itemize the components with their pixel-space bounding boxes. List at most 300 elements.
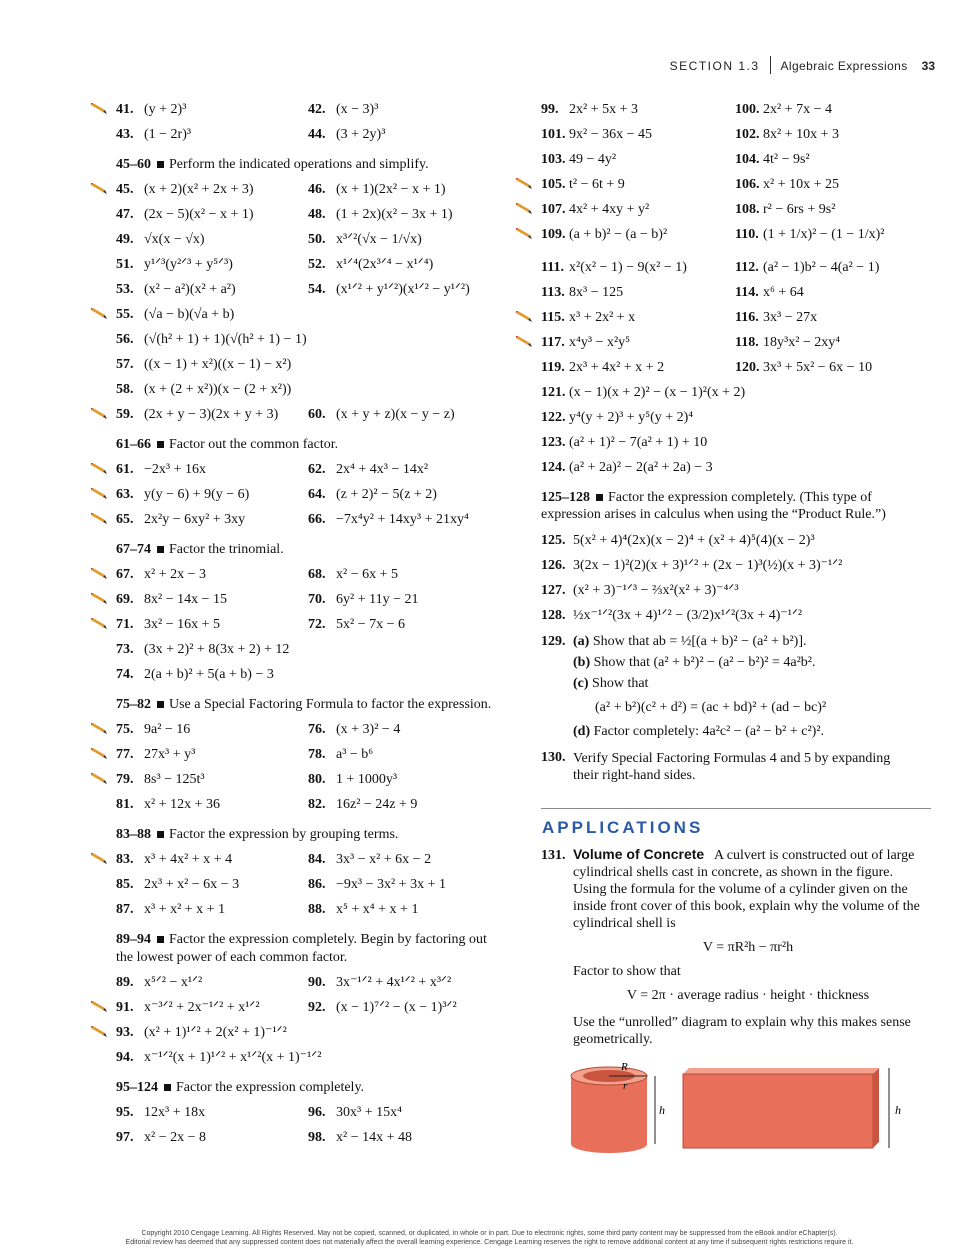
range-label: 67–74 (116, 542, 151, 557)
pencil-icon (90, 463, 110, 475)
exercise-expression: 3x³ + 5x² − 6x − 10 (763, 360, 873, 375)
exercise-row (515, 581, 935, 606)
exercise-number: 43. (116, 127, 134, 142)
left-column (90, 100, 510, 1153)
pencil-icon (515, 228, 535, 240)
exercise-number: 79. (116, 772, 134, 787)
footer-line-1: Copyright 2010 Cengage Learning. All Rights Reserved. May not be copied, scanned, or duplicated, in whole or in part. Due to electronic rights, some third party content may be suppressed from the eBook and/or eChapter(s). (141, 1230, 838, 1237)
exercise-number: 117. (541, 335, 565, 350)
exercise-row (90, 205, 510, 230)
exercise-expression: 8x³ − 125 (569, 285, 624, 300)
exercise-expression: r² − 6rs + 9s² (763, 202, 836, 217)
exercise-row (515, 258, 935, 283)
exercise-expression: x¹ᐟ⁴(2x³ᐟ⁴ − x¹ᐟ⁴) (336, 257, 434, 272)
exercise-number: 66. (308, 512, 326, 527)
height-label-cylinder: h (659, 1103, 665, 1117)
outer-radius-label: R (621, 1061, 628, 1073)
exercise-131 (515, 846, 935, 1048)
exercise-129 (515, 631, 935, 742)
exercise-expression: x⁵ + x⁴ + x + 1 (336, 902, 419, 917)
exercise-number: 92. (308, 1000, 326, 1015)
exercise-row (90, 745, 510, 770)
exercise-expression: ½x⁻¹ᐟ²(3x + 4)¹ᐟ² − (3/2)x¹ᐟ²(3x + 4)⁻¹ᐟ² (573, 608, 803, 623)
exercise-number: 58. (116, 382, 134, 397)
exercise-expression: 9a² − 16 (144, 722, 191, 737)
exercise-number: 54. (308, 282, 326, 297)
exercise-expression: (3x + 2)² + 8(3x + 2) + 12 (144, 642, 290, 657)
exercise-number: 131. (541, 848, 566, 863)
exercise-expression: x² + 12x + 36 (144, 797, 220, 812)
exercise-number: 73. (116, 642, 134, 657)
exercise-expression: 2x³ + x² − 6x − 3 (144, 877, 240, 892)
exercise-expression: 16z² − 24z + 9 (336, 797, 418, 812)
exercise-expression: (x² + 3)⁻¹ᐟ³ − ⅔x²(x² + 3)⁻⁴ᐟ³ (573, 583, 739, 598)
exercise-number: 109. (541, 227, 566, 242)
exercise-number: 101. (541, 127, 566, 142)
exercise-number: 42. (308, 102, 326, 117)
exercise-expression: x⁶ + 64 (763, 285, 804, 300)
pencil-icon (90, 488, 110, 500)
exercise-expression: 5(x² + 4)⁴(2x)(x − 2)⁴ + (x² + 4)⁵(4)(x − 2)³ (573, 533, 815, 548)
pencil-icon (515, 203, 535, 215)
exercise-number: 114. (735, 285, 759, 300)
exercise-number: 118. (735, 335, 759, 350)
exercise-row (90, 280, 510, 305)
exercise-row (515, 100, 935, 125)
exercise-row (515, 358, 935, 383)
exercise-row (515, 283, 935, 308)
exercise-expression: (√(h² + 1) + 1)(√(h² + 1) − 1) (144, 332, 307, 347)
exercise-row (515, 458, 935, 483)
exercise-expression: 2x² + 7x − 4 (763, 102, 832, 117)
range-label: 45–60 (116, 157, 151, 172)
unrolled-slab (683, 1068, 889, 1148)
exercise-number: 52. (308, 257, 326, 272)
exercise-number: 68. (308, 567, 326, 582)
exercise-row (515, 333, 935, 358)
height-label-slab: h (895, 1103, 901, 1117)
exercise-row (90, 1023, 510, 1048)
footer-line-2: Editorial review has deemed that any suppressed content does not materially affect the overall learning experience. Cengage Learning reserves the right to remove additional content at any time if subsequent rights restrictions require it. (125, 1239, 854, 1246)
exercise-expression: 3x⁻¹ᐟ² + 4x¹ᐟ² + x³ᐟ² (336, 975, 452, 990)
exercise-row (515, 383, 935, 408)
section-instruction (116, 696, 506, 714)
exercise-number: 57. (116, 357, 134, 372)
range-label: 61–66 (116, 437, 151, 452)
right-column (515, 100, 935, 1117)
exercise-row (515, 200, 935, 225)
exercise-number: 88. (308, 902, 326, 917)
exercise-number: 81. (116, 797, 134, 812)
part-label: (a) (573, 634, 590, 649)
exercise-row (90, 900, 510, 925)
exercise-expression: 3(2x − 1)²(2)(x + 3)¹ᐟ² + (2x − 1)³(½)(x + 3)⁻¹ᐟ² (573, 558, 843, 573)
exercise-row (90, 640, 510, 665)
exercise-number: 120. (735, 360, 760, 375)
exercise-expression: (a² − 1)b² − 4(a² − 1) (763, 260, 880, 275)
exercise-row (90, 405, 510, 430)
exercise-number: 53. (116, 282, 134, 297)
exercise-number: 86. (308, 877, 326, 892)
exercise-expression: 2(a + b)² + 5(a + b) − 3 (144, 667, 274, 682)
exercise-expression: 1 + 1000y³ (336, 772, 398, 787)
square-bullet-icon (157, 441, 164, 448)
exercise-number: 87. (116, 902, 134, 917)
exercise-number: 110. (735, 227, 759, 242)
exercise-number: 112. (735, 260, 759, 275)
volume-equation: V = πR²h − πr²h (702, 940, 794, 955)
exercise-expression: x⁴y³ − x²y⁵ (569, 335, 631, 350)
exercise-expression: (x − 3)³ (336, 102, 379, 117)
exercise-number: 80. (308, 772, 326, 787)
applications-divider (541, 808, 931, 809)
exercise-expression: 6y² + 11y − 21 (336, 592, 419, 607)
instruction-text: Factor the expression completely. (176, 1080, 365, 1095)
exercise-number: 77. (116, 747, 134, 762)
exercise-row (515, 125, 935, 150)
exercise-number: 78. (308, 747, 326, 762)
problem-title: Volume of Concrete (573, 846, 705, 862)
pencil-icon (90, 773, 110, 785)
pencil-icon (90, 308, 110, 320)
exercise-number: 129. (541, 634, 566, 649)
copyright-footer (0, 1229, 979, 1247)
exercise-expression: 8s³ − 125t³ (144, 772, 205, 787)
square-bullet-icon (164, 1084, 171, 1091)
exercise-row (515, 150, 935, 175)
exercise-row (90, 485, 510, 510)
exercise-number: 76. (308, 722, 326, 737)
inner-radius-label: r (623, 1080, 628, 1092)
exercise-number: 45. (116, 182, 134, 197)
exercise-number: 70. (308, 592, 326, 607)
exercise-expression: x³ + 4x² + x + 4 (144, 852, 233, 867)
exercise-expression: (x² − a²)(x² + a²) (144, 282, 236, 297)
square-bullet-icon (157, 831, 164, 838)
exercise-number: 121. (541, 385, 566, 400)
exercise-expression: (2x − 5)(x² − x + 1) (144, 207, 254, 222)
pencil-icon (90, 748, 110, 760)
part-label: (b) (573, 655, 591, 670)
part-text: Factor completely: 4a²c² − (a² − b² + c²)². (593, 724, 825, 739)
exercise-row (90, 850, 510, 875)
pencil-icon (515, 311, 535, 323)
exercise-row (90, 510, 510, 535)
exercise-row (90, 255, 510, 280)
range-label: 95–124 (116, 1080, 158, 1095)
exercise-row (90, 180, 510, 205)
pencil-icon (90, 723, 110, 735)
exercise-expression: (a² + 2a)² − 2(a² + 2a) − 3 (569, 460, 713, 475)
factored-equation: V = 2π · average radius · height · thickness (626, 988, 870, 1003)
exercise-number: 56. (116, 332, 134, 347)
section-label: SECTION 1.3 (669, 59, 760, 73)
exercise-row (90, 1103, 510, 1128)
exercise-number: 99. (541, 102, 559, 117)
exercise-130 (515, 750, 935, 784)
pencil-icon (90, 183, 110, 195)
exercise-number: 50. (308, 232, 326, 247)
instruction-text: Factor the expression by grouping terms. (169, 827, 399, 842)
exercise-row (90, 665, 510, 690)
instruction-text: Factor the trinomial. (169, 542, 284, 557)
exercise-expression: 18y³x² − 2xy⁴ (763, 335, 841, 350)
exercise-expression: (a² + 1)² − 7(a² + 1) + 10 (569, 435, 708, 450)
exercise-number: 51. (116, 257, 134, 272)
part-label: (d) (573, 724, 591, 739)
exercise-number: 125. (541, 533, 566, 548)
exercise-expression: x⁵ᐟ² − x¹ᐟ² (144, 975, 203, 990)
exercise-row (515, 225, 935, 258)
exercise-number: 64. (308, 487, 326, 502)
part-label: (c) (573, 676, 589, 691)
exercise-number: 104. (735, 152, 760, 167)
exercise-number: 106. (735, 177, 760, 192)
instruction-text: Factor the expression completely. Begin by factoring out the lowest power of each common factor. (116, 932, 487, 965)
exercise-number: 124. (541, 460, 566, 475)
instruction-text: Factor the expression completely. (This type of expression arises in calculus when using the “Product Rule.”) (541, 490, 886, 522)
exercise-expression: x² + 2x − 3 (144, 567, 206, 582)
exercise-number: 55. (116, 307, 134, 322)
exercise-expression: y⁴(y + 2)³ + y⁵(y + 2)⁴ (569, 410, 694, 425)
exercise-number: 102. (735, 127, 760, 142)
exercise-expression: x² + 10x + 25 (763, 177, 839, 192)
exercise-expression: 8x² − 14x − 15 (144, 592, 227, 607)
exercise-number: 65. (116, 512, 134, 527)
exercise-number: 85. (116, 877, 134, 892)
exercise-row (515, 606, 935, 631)
exercise-expression: x² − 14x + 48 (336, 1130, 412, 1145)
exercise-number: 84. (308, 852, 326, 867)
exercise-number: 128. (541, 608, 566, 623)
exercise-row (90, 305, 510, 330)
section-instruction (116, 826, 506, 844)
exercise-number: 107. (541, 202, 566, 217)
exercise-number: 63. (116, 487, 134, 502)
exercise-expression: (a + b)² − (a − b)² (569, 227, 668, 242)
exercise-number: 126. (541, 558, 566, 573)
exercise-row (90, 230, 510, 255)
exercise-number: 61. (116, 462, 134, 477)
exercise-row (90, 125, 510, 150)
section-instruction (116, 541, 506, 559)
exercise-expression: x³ + 2x² + x (569, 310, 636, 325)
exercise-expression: 4x² + 4xy + y² (569, 202, 650, 217)
exercise-row (90, 973, 510, 998)
exercise-number: 69. (116, 592, 134, 607)
pencil-icon (90, 103, 110, 115)
exercise-expression: (x − 1)⁷ᐟ² − (x − 1)³ᐟ² (336, 1000, 457, 1015)
exercise-number: 82. (308, 797, 326, 812)
exercise-expression: (x + y + z)(x − y − z) (336, 407, 455, 422)
exercise-expression: y(y − 6) + 9(y − 6) (144, 487, 250, 502)
exercise-row (90, 770, 510, 795)
exercise-row (515, 433, 935, 458)
exercise-expression: ((x − 1) + x²)((x − 1) − x²) (144, 357, 292, 372)
part-c-equation: (a² + b²)(c² + d²) = (ac + bd)² + (ad − bc)² (595, 700, 827, 715)
exercise-number: 95. (116, 1105, 134, 1120)
square-bullet-icon (157, 161, 164, 168)
exercise-expression: (3 + 2y)³ (336, 127, 386, 142)
exercise-expression: (x + 3)² − 4 (336, 722, 401, 737)
exercise-number: 46. (308, 182, 326, 197)
exercise-number: 89. (116, 975, 134, 990)
cylinder-shell (571, 1067, 655, 1153)
exercise-expression: 3x³ − x² + 6x − 2 (336, 852, 432, 867)
instruction-text: Factor out the common factor. (169, 437, 339, 452)
factor-instruction: Factor to show that (573, 964, 681, 979)
exercise-number: 62. (308, 462, 326, 477)
pencil-icon (90, 593, 110, 605)
exercise-expression: −7x⁴y² + 14xy³ + 21xy⁴ (336, 512, 469, 527)
exercise-row (90, 1048, 510, 1073)
exercise-expression: (2x + y − 3)(2x + y + 3) (144, 407, 279, 422)
pencil-icon (515, 178, 535, 190)
exercise-expression: t² − 6t + 9 (569, 177, 625, 192)
exercise-number: 130. (541, 750, 566, 765)
exercise-row (90, 1128, 510, 1153)
part-text: Show that ab = ½[(a + b)² − (a² + b²)]. (592, 634, 807, 649)
exercise-expression: 30x³ + 15x⁴ (336, 1105, 402, 1120)
exercise-expression: 3x³ − 27x (763, 310, 818, 325)
exercise-number: 75. (116, 722, 134, 737)
exercise-number: 115. (541, 310, 565, 325)
exercise-number: 59. (116, 407, 134, 422)
exercise-row (90, 875, 510, 900)
exercise-expression: 27x³ + y³ (144, 747, 196, 762)
exercise-number: 41. (116, 102, 134, 117)
exercise-row (90, 720, 510, 745)
exercise-row (90, 998, 510, 1023)
exercise-expression: (1 − 2r)³ (144, 127, 192, 142)
exercise-expression: −2x³ + 16x (144, 462, 206, 477)
culvert-figure (561, 1060, 941, 1155)
exercise-expression: √x(x − √x) (144, 232, 205, 247)
range-label: 89–94 (116, 932, 151, 947)
section-instruction (116, 931, 506, 967)
exercise-number: 97. (116, 1130, 134, 1145)
exercise-number: 71. (116, 617, 134, 632)
applications-heading: APPLICATIONS (542, 818, 704, 837)
exercise-row (515, 408, 935, 433)
exercise-number: 96. (308, 1105, 326, 1120)
exercise-row (515, 308, 935, 333)
unrolled-instruction: Use the “unrolled” diagram to explain why this makes sense geometrically. (573, 1015, 911, 1047)
exercise-expression: y¹ᐟ³(y²ᐟ³ + y⁵ᐟ³) (144, 257, 233, 272)
exercise-row (90, 330, 510, 355)
exercise-row (515, 556, 935, 581)
exercise-expression: x² − 6x + 5 (336, 567, 398, 582)
range-label: 83–88 (116, 827, 151, 842)
exercise-number: 122. (541, 410, 566, 425)
exercise-expression: x⁻¹ᐟ²(x + 1)¹ᐟ² + x¹ᐟ²(x + 1)⁻¹ᐟ² (144, 1050, 322, 1065)
exercise-expression: (y + 2)³ (144, 102, 187, 117)
page-number: 33 (921, 59, 935, 73)
exercise-number: 60. (308, 407, 326, 422)
part-text: Show that (a² + b²)² − (a² − b²)² = 4a²b². (593, 655, 816, 670)
problem-text: A culvert is constructed out of large cylindrical shells cast in concrete, as shown in the figure. Using the formula for the volume of a cylinder given on the inside front cover of this book, explain why the volume of the cylindrical shell is (573, 848, 920, 931)
pencil-icon (90, 618, 110, 630)
section-title: Algebraic Expressions (780, 59, 908, 73)
exercise-expression: x³ + x² + x + 1 (144, 902, 226, 917)
exercise-row (515, 531, 935, 556)
exercise-expression: 8x² + 10x + 3 (763, 127, 839, 142)
section-instruction (541, 489, 935, 523)
exercise-text: Verify Special Factoring Formulas 4 and 5 by expanding their right-hand sides. (573, 751, 891, 783)
exercise-expression: 5x² − 7x − 6 (336, 617, 405, 632)
pencil-icon (90, 513, 110, 525)
section-instruction (116, 1079, 506, 1097)
pencil-icon (90, 1026, 110, 1038)
exercise-expression: 3x² − 16x + 5 (144, 617, 220, 632)
exercise-number: 111. (541, 260, 564, 275)
pencil-icon (90, 1001, 110, 1013)
exercise-expression: (x + (2 + x²))(x − (2 + x²)) (144, 382, 292, 397)
exercise-number: 72. (308, 617, 326, 632)
exercise-number: 100. (735, 102, 760, 117)
exercise-number: 74. (116, 667, 134, 682)
exercise-number: 116. (735, 310, 759, 325)
exercise-number: 90. (308, 975, 326, 990)
exercise-expression: 2x² + 5x + 3 (569, 102, 638, 117)
exercise-expression: (x − 1)(x + 2)² − (x − 1)²(x + 2) (569, 385, 746, 400)
exercise-row (90, 460, 510, 485)
exercise-number: 105. (541, 177, 566, 192)
exercise-number: 67. (116, 567, 134, 582)
exercise-number: 48. (308, 207, 326, 222)
section-instruction (116, 436, 506, 454)
exercise-number: 98. (308, 1130, 326, 1145)
exercise-expression: 49 − 4y² (569, 152, 617, 167)
running-header (670, 56, 935, 74)
exercise-row (90, 355, 510, 380)
exercise-row (90, 100, 510, 125)
pencil-icon (515, 336, 535, 348)
exercise-expression: (x¹ᐟ² + y¹ᐟ²)(x¹ᐟ² − y¹ᐟ²) (336, 282, 470, 297)
exercise-expression: 12x³ + 18x (144, 1105, 206, 1120)
pencil-icon (90, 408, 110, 420)
range-label: 75–82 (116, 697, 151, 712)
exercise-expression: −9x³ − 3x² + 3x + 1 (336, 877, 446, 892)
exercise-number: 49. (116, 232, 134, 247)
exercise-row (515, 175, 935, 200)
exercise-number: 103. (541, 152, 566, 167)
exercise-number: 93. (116, 1025, 134, 1040)
exercise-number: 119. (541, 360, 565, 375)
exercise-number: 91. (116, 1000, 134, 1015)
exercise-number: 47. (116, 207, 134, 222)
exercise-expression: (x + 2)(x² + 2x + 3) (144, 182, 254, 197)
range-label: 125–128 (541, 490, 590, 505)
square-bullet-icon (157, 701, 164, 708)
exercise-expression: x⁻³ᐟ² + 2x⁻¹ᐟ² + x¹ᐟ² (144, 1000, 260, 1015)
exercise-row (90, 565, 510, 590)
exercise-row (90, 795, 510, 820)
exercise-expression: 4t² − 9s² (763, 152, 810, 167)
part-text: Show that (592, 676, 649, 691)
square-bullet-icon (596, 494, 603, 501)
exercise-row (90, 380, 510, 405)
square-bullet-icon (157, 936, 164, 943)
exercise-expression: (√a − b)(√a + b) (144, 307, 235, 322)
exercise-number: 44. (308, 127, 326, 142)
exercise-number: 113. (541, 285, 565, 300)
exercise-expression: x³ᐟ²(√x − 1/√x) (336, 232, 422, 247)
exercise-number: 94. (116, 1050, 134, 1065)
exercise-row (90, 615, 510, 640)
exercise-expression: 2x⁴ + 4x³ − 14x² (336, 462, 429, 477)
exercise-expression: 9x² − 36x − 45 (569, 127, 652, 142)
